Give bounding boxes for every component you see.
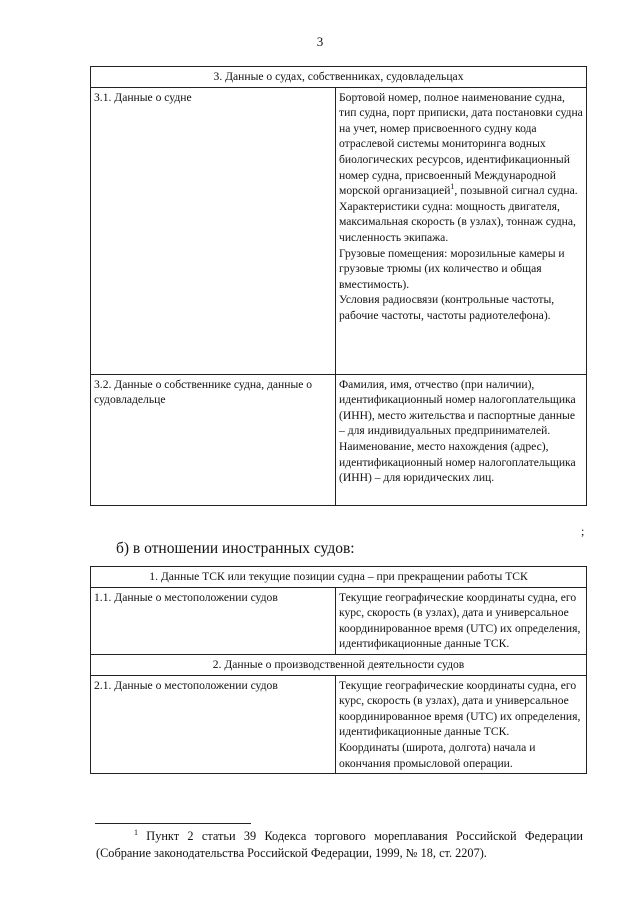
table-row: [91, 675, 587, 774]
row-label-2-1: 2.1. Данные о местоположении судов: [91, 675, 336, 774]
section-2-header: 2. Данные о производственной деятельности судов: [91, 654, 587, 675]
page-number: 3: [316, 34, 324, 49]
row-label-3-2: 3.2. Данные о собственнике судна, данные о судовладельце: [91, 374, 336, 505]
description-paragraph: Условия радиосвязи (контрольные частоты, рабочие частоты, частоты радиотелефона).: [339, 293, 555, 322]
vessel-data-table: [90, 66, 587, 506]
table-row: [91, 87, 587, 374]
footnote-text: Пункт 2 статьи 39 Кодекса торгового мореплавания Российской Федерации (Собрание законодательства Российской Федерации, 1999, № 18, ст. 2207).: [96, 829, 583, 860]
description-paragraph: Наименование, место нахождения (адрес), идентификационный номер налогоплательщика (ИНН) – для юридических лиц.: [339, 439, 576, 485]
table-header-row: [91, 67, 587, 88]
description-paragraph: Характеристики судна: мощность двигателя, максимальная скорость (в узлах), тоннаж судна, численность экипажа.: [339, 199, 576, 244]
row-description-3-2: [336, 374, 587, 505]
table-row: [91, 374, 587, 505]
description-paragraph: Текущие географические координаты судна, его курс, скорость (в узлах), дата и универсальное координированное время (UTC) их определения, идентификационные данные ТСК.: [339, 590, 581, 651]
row-description-2-1: [336, 675, 587, 774]
row-description-3-1: [336, 87, 587, 374]
description-text: , позывной сигнал судна.: [454, 184, 578, 198]
section-1-header: 1. Данные ТСК или текущие позиции судна – при прекращении работы ТСК: [91, 567, 587, 588]
table-trailing-punctuation: ;: [581, 524, 585, 538]
description-paragraph: Фамилия, имя, отчество (при наличии), идентификационный номер налогоплательщика (ИНН), место жительства и паспортные данные – для индивидуальных предпринимателей.: [339, 377, 576, 438]
footnote-separator: [95, 823, 251, 824]
table-header-row: [91, 654, 587, 675]
row-label-1-1: 1.1. Данные о местоположении судов: [91, 587, 336, 654]
footnote-reference: 1: [450, 182, 455, 192]
description-paragraph: Грузовые помещения: морозильные камеры и грузовые трюмы (их количество и общая вместимость).: [339, 246, 565, 291]
foreign-vessels-subheading: б) в отношении иностранных судов:: [116, 540, 355, 557]
row-label-3-1: 3.1. Данные о судне: [91, 87, 336, 374]
section-3-header: 3. Данные о судах, собственниках, судовладельцах: [91, 67, 587, 88]
description-paragraph: [339, 90, 583, 199]
description-paragraph: Координаты (широта, долгота) начала и окончания промысловой операции.: [339, 740, 536, 770]
table-row: [91, 587, 587, 654]
footnote-mark: 1: [134, 827, 138, 837]
description-text: Бортовой номер, полное наименование судна, тип судна, порт приписки, дата постановки судна на учет, номер присвоенного судну кода отраслевой системы мониторинга водных биологических ресурсов, идентификационный номер судна, присвоенный Международной морской организацией: [339, 90, 583, 198]
row-description-1-1: [336, 587, 587, 654]
foreign-vessels-table: [90, 566, 587, 774]
description-paragraph: Текущие географические координаты судна, его курс, скорость (в узлах), дата и универсальное координированное время (UTC) их определения, идентификационные данные ТСК.: [339, 678, 581, 739]
footnote: [96, 828, 583, 862]
table-header-row: [91, 567, 587, 588]
